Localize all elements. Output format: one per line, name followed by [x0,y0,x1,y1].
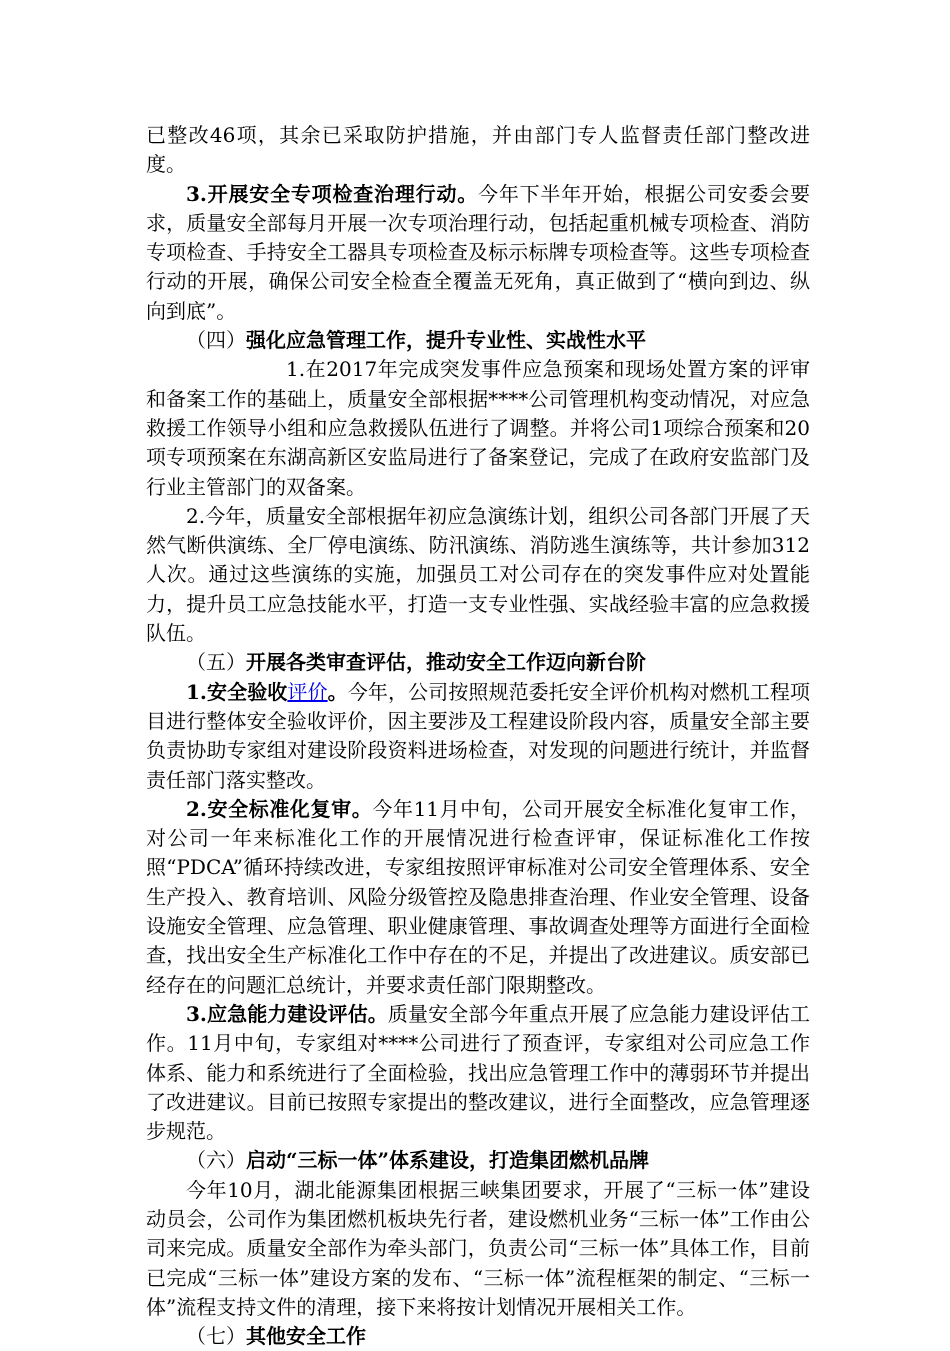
section-heading-7 [146,1322,810,1351]
item-lead: 2.安全标准化复审。 [186,796,373,821]
section-title: 其他安全工作 [246,1324,366,1349]
section-number: （五） [186,650,246,675]
section-title: 强化应急管理工作，提升专业性、实战性水平 [246,328,646,353]
document-page [146,121,810,1351]
item-text: 质量安全部今年重点开展了应急能力建设评估工作。11月中旬，专家组对****公司进行了预查评，专家组对公司应急工作体系、能力和系统进行了全面检验，找出应急管理工作中的薄弱环节并提出了改进建议。目前已按照专家提出的整改建议，进行全面整改，应急管理逐步规范。 [146,1001,810,1144]
section-number: （七） [186,1324,246,1349]
section-title: 启动“三标一体”体系建设，打造集团燃机品牌 [246,1148,650,1173]
item-lead: 1.安全验收 [186,679,288,704]
section-number: （六） [186,1148,246,1173]
paragraph-standardization-review [146,795,810,1000]
item-text: 今年11月中旬，公司开展安全标准化复审工作，对公司一年来标准化工作的开展情况进行检查评审，保证标准化工作按照“PDCA”循环持续改进，专家组按照评审标准对公司安全管理体系、安全生产投入、教育培训、风险分级管控及隐患排查治理、作业安全管理、设备设施安全管理、应急管理、职业健康管理、事故调查处理等方面进行全面检查，找出安全生产标准化工作中存在的不足，并提出了改进建议。质安部已经存在的问题汇总统计，并要求责任部门限期整改。 [146,796,810,997]
paragraph-three-standards: 今年10月，湖北能源集团根据三峡集团要求，开展了“三标一体”建设动员会，公司作为集团燃机板块先行者，建设燃机业务“三标一体”工作由公司来完成。质量安全部作为牵头部门，负责公司“三标一体”具体工作，目前已完成“三标一体”建设方案的发布、“三标一体”流程框架的制定、“三标一体”流程支持文件的清理，接下来将按计划情况开展相关工作。 [146,1177,810,1319]
item-lead: 3.应急能力建设评估。 [186,1001,388,1026]
section-heading-5 [146,648,810,677]
item-text: 今年，公司按照规范委托安全评价机构对燃机工程项目进行整体安全验收评价，因主要涉及工程建设阶段内容，质量安全部主要负责协助专家组对建设阶段资料进场检查，对发现的问题进行统计，并监督责任部门落实整改。 [146,679,811,792]
paragraph-emergency-drill: 2.今年，质量安全部根据年初应急演练计划，组织公司各部门开展了天然气断供演练、全厂停电演练、防汛演练、消防逃生演练等，共计参加312人次。通过这些演练的实施，加强员工对公司存在的突发事件应对处置能力，提升员工应急技能水平，打造一支专业性强、实战经验丰富的应急救援队伍。 [146,503,810,646]
paragraph-safety-acceptance [146,678,810,795]
paragraph-special-inspection [146,180,810,326]
section-number: （四） [186,328,246,353]
paragraph-emergency-capability [146,1000,810,1146]
evaluation-link[interactable]: 评价 [287,679,328,704]
paragraph-rectification: 已整改46项，其余已采取防护措施，并由部门专人监督责任部门整改进度。 [146,123,810,177]
item-text: 今年下半年开始，根据公司安委会要求，质量安全部每月开展一次专项治理行动，包括起重机械专项检查、消防专项检查、手持安全工器具专项检查及标示标牌专项检查等。这些专项检查行动的开展，确保公司安全检查全覆盖无死角，真正做到了“横向到边、纵向到底”。 [146,181,810,323]
section-heading-4 [146,326,810,355]
paragraph-emergency-plan: 1.在2017年完成突发事件应急预案和现场处置方案的评审和备案工作的基础上，质量安全部根据****公司管理机构变动情况，对应急救援工作领导小组和应急救援队伍进行了调整。并将公司1项综合预案和20项专项预案在东湖高新区安监局进行了备案登记，完成了在政府安监部门及行业主管部门的双备案。 [146,357,810,499]
section-title: 开展各类审查评估，推动安全工作迈向新台阶 [246,650,646,675]
section-heading-6 [146,1146,810,1175]
item-lead-end: 。 [327,679,348,704]
item-lead: 3.开展安全专项检查治理行动。 [186,181,479,206]
